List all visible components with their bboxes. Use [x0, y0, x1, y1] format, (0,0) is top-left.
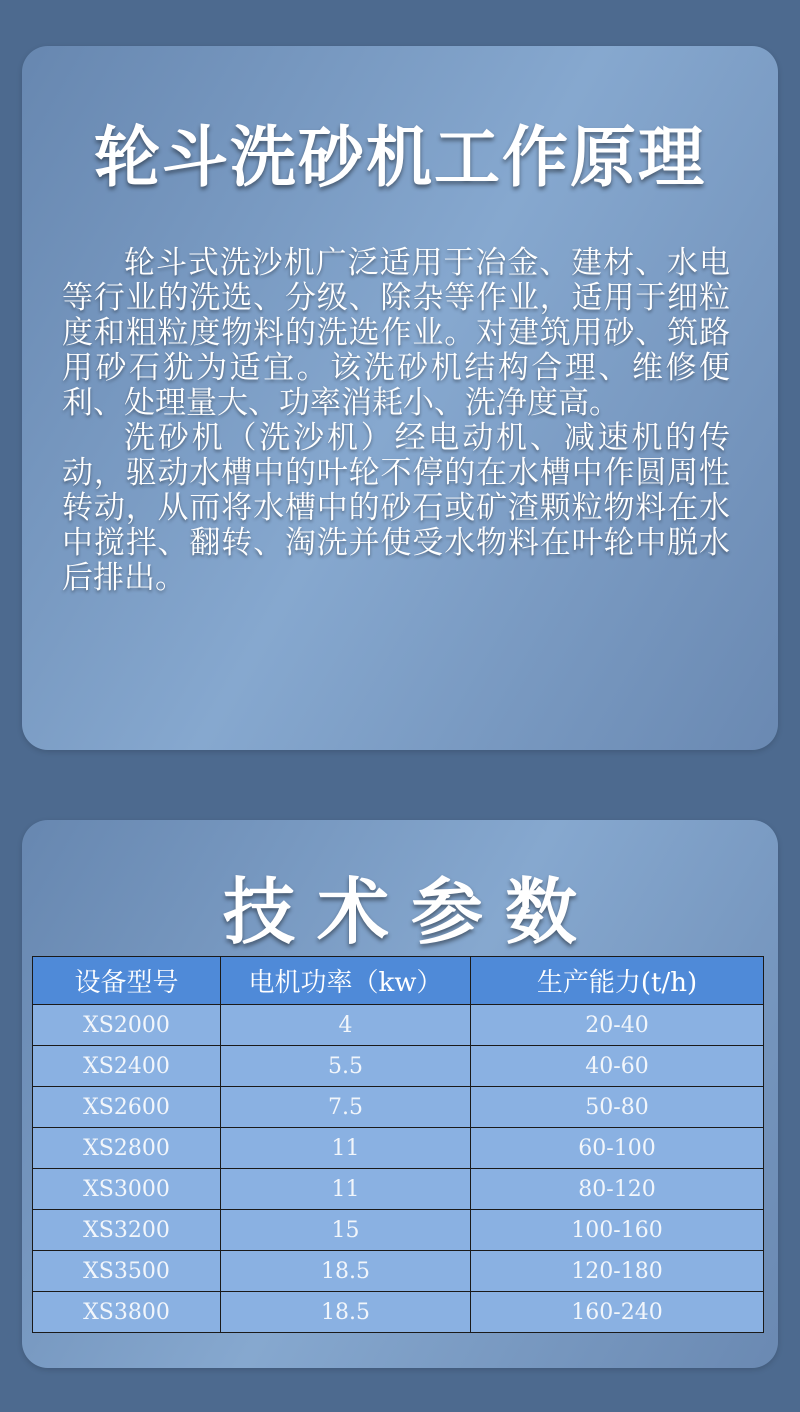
cell-power: 4	[221, 1005, 471, 1046]
cell-capacity: 160-240	[471, 1292, 764, 1333]
cell-power: 11	[221, 1169, 471, 1210]
cell-power: 15	[221, 1210, 471, 1251]
cell-capacity: 100-160	[471, 1210, 764, 1251]
cell-model: XS3000	[33, 1169, 221, 1210]
table-row	[33, 1210, 764, 1251]
table-row	[33, 1169, 764, 1210]
header-power: 电机功率（kw）	[221, 957, 471, 1005]
cell-power: 18.5	[221, 1251, 471, 1292]
table-row	[33, 1005, 764, 1046]
cell-model: XS2000	[33, 1005, 221, 1046]
principle-paragraph-1: 轮斗式洗沙机广泛适用于冶金、建材、水电等行业的洗选、分级、除杂等作业，适用于细粒度和粗粒度物料的洗选作业。对建筑用砂、筑路用砂石犹为适宜。该洗砂机结构合理、维修便利、处理量大、功率消耗小、洗净度高。	[62, 245, 730, 421]
table-row	[33, 1292, 764, 1333]
cell-model: XS3800	[33, 1292, 221, 1333]
cell-model: XS2600	[33, 1087, 221, 1128]
table-row	[33, 1251, 764, 1292]
cell-model: XS2400	[33, 1046, 221, 1087]
cell-power: 18.5	[221, 1292, 471, 1333]
table-row	[33, 1128, 764, 1169]
principle-title: 轮斗洗砂机工作原理	[94, 119, 706, 196]
cell-capacity: 60-100	[471, 1128, 764, 1169]
header-model: 设备型号	[33, 957, 221, 1005]
cell-model: XS3200	[33, 1210, 221, 1251]
table-header-row	[33, 957, 764, 1005]
params-card	[22, 820, 778, 1368]
cell-capacity: 20-40	[471, 1005, 764, 1046]
params-table	[32, 956, 764, 1333]
cell-capacity: 80-120	[471, 1169, 764, 1210]
cell-power: 11	[221, 1128, 471, 1169]
cell-capacity: 120-180	[471, 1251, 764, 1292]
cell-power: 7.5	[221, 1087, 471, 1128]
table-row	[33, 1046, 764, 1087]
principle-card	[22, 46, 778, 750]
cell-model: XS2800	[33, 1128, 221, 1169]
table-row	[33, 1087, 764, 1128]
principle-body	[62, 246, 730, 596]
cell-capacity: 50-80	[471, 1087, 764, 1128]
cell-model: XS3500	[33, 1251, 221, 1292]
params-title: 技术参数	[222, 870, 599, 954]
principle-paragraph-2: 洗砂机（洗沙机）经电动机、减速机的传动，驱动水槽中的叶轮不停的在水槽中作圆周性转动，从而将水槽中的砂石或矿渣颗粒物料在水中搅拌、翻转、淘洗并使受水物料在叶轮中脱水后排出。	[62, 420, 730, 596]
cell-capacity: 40-60	[471, 1046, 764, 1087]
header-capacity: 生产能力(t/h)	[471, 957, 764, 1005]
cell-power: 5.5	[221, 1046, 471, 1087]
